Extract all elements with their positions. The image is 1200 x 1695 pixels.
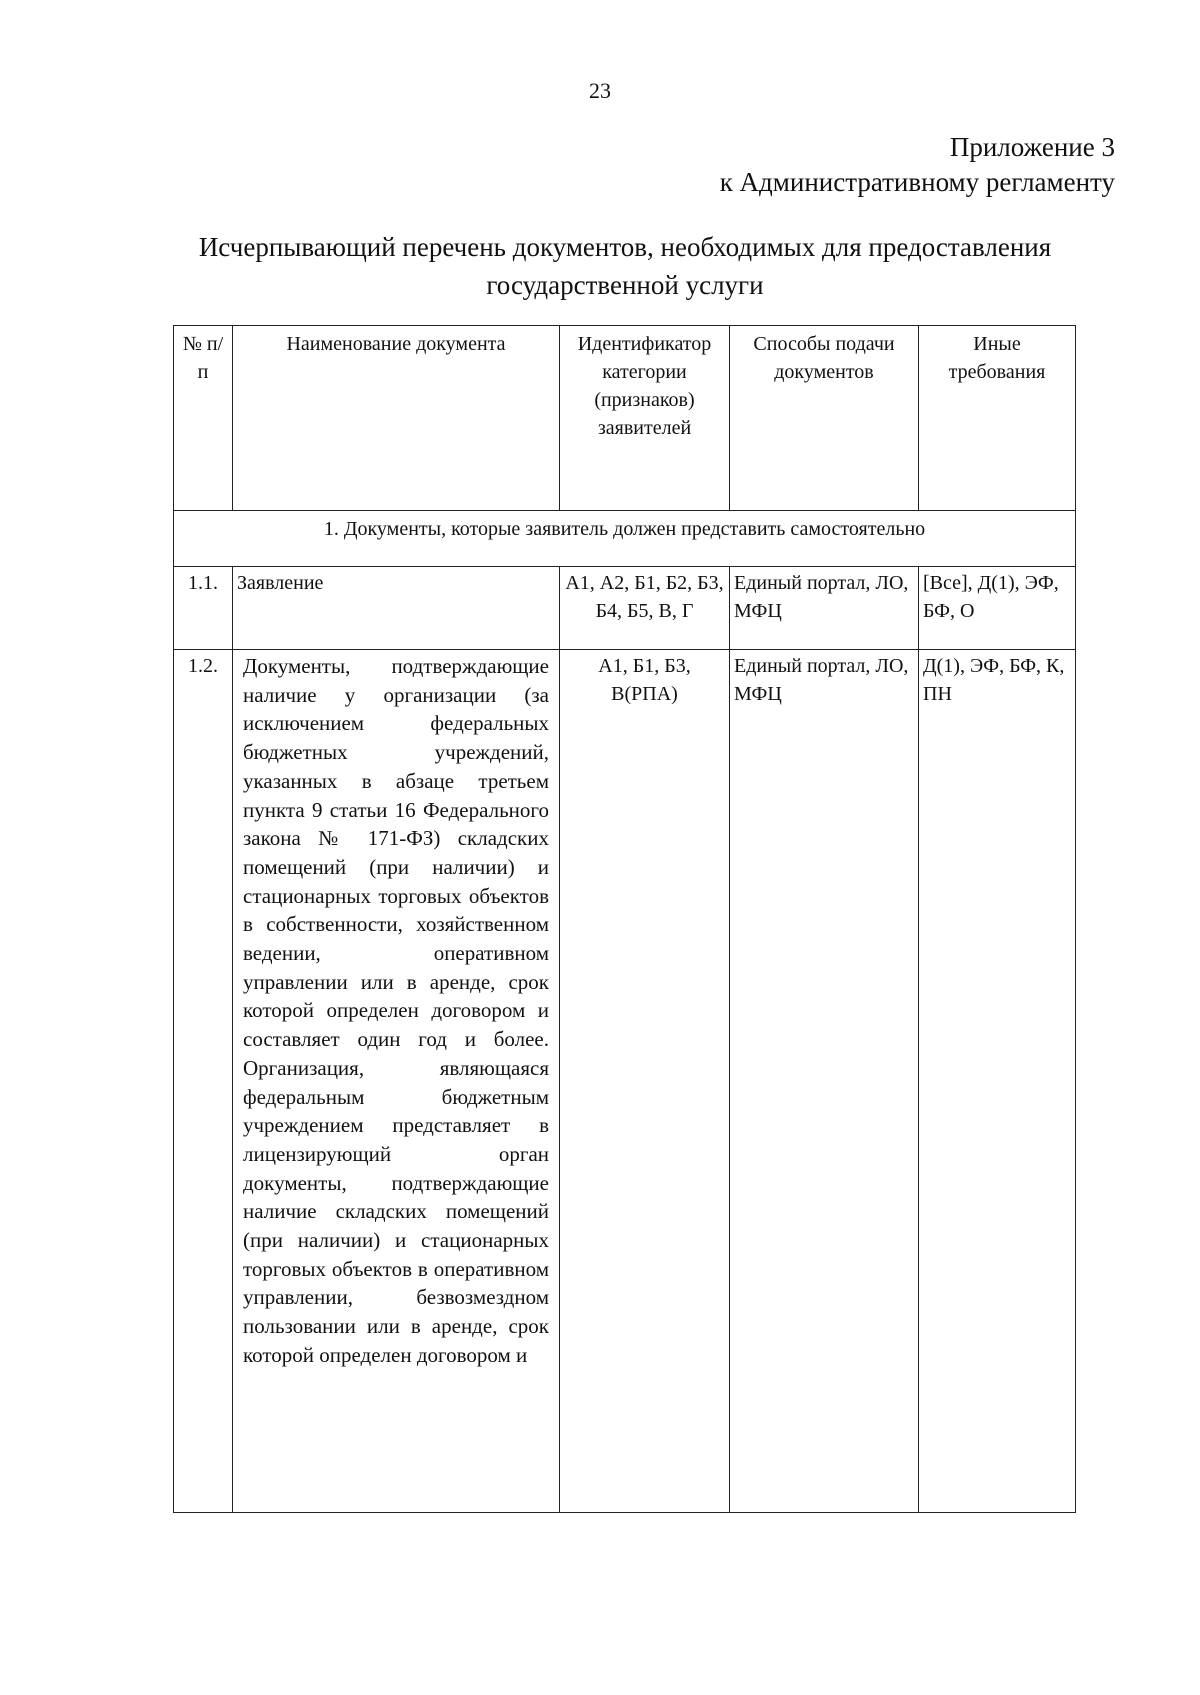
table-row — [174, 650, 1076, 1513]
header-submission-methods: Способы подачи документов — [730, 326, 919, 511]
table-header-row — [174, 326, 1076, 511]
document-title-line-1: Исчерпывающий перечень документов, необходимых для предоставления — [198, 232, 1052, 262]
other-requirements: [Все], Д(1), ЭФ, БФ, О — [919, 567, 1076, 650]
header-document-name: Наименование документа — [233, 326, 560, 511]
submission-methods: Единый портал, ЛО, МФЦ — [730, 567, 919, 650]
document-title — [150, 228, 1100, 304]
section-title: 1. Документы, которые заявитель должен представить самостоятельно — [174, 511, 1076, 567]
submission-methods: Единый портал, ЛО, МФЦ — [730, 650, 919, 1513]
appendix-line-2: к Административному регламенту — [719, 167, 1115, 197]
table-row — [174, 567, 1076, 650]
section-row — [174, 511, 1076, 567]
documents-table — [173, 325, 1076, 1513]
applicant-identifier: А1, А2, Б1, Б2, Б3, Б4, Б5, В, Г — [560, 567, 730, 650]
header-num: № п/п — [174, 326, 233, 511]
row-number: 1.1. — [174, 567, 233, 650]
row-number: 1.2. — [174, 650, 233, 1513]
document-name: Заявление — [233, 567, 560, 650]
document-name: Документы, подтверждающие наличие у организации (за исключением федеральных бюджетных учреждений, указанных в абзаце третьем пункта 9 статьи 16 Федерального закона № 171-ФЗ) складских помещений (при наличии) и стационарных торговых объектов в собственности, хозяйственном ведении, оперативном управлении или в аренде, срок которой определен договором и составляет один год и более. Организация, являющаяся федеральным бюджетным учреждением представляет в лицензирующий орган документы, подтверждающие наличие складских помещений (при наличии) и стационарных торговых объектов в оперативном управлении, безвозмездном пользовании или в аренде, срок которой определен договором и — [233, 650, 560, 1513]
appendix-line-1: Приложение 3 — [949, 132, 1115, 162]
applicant-identifier: А1, Б1, Б3, В(РПА) — [560, 650, 730, 1513]
document-title-line-2: государственной услуги — [486, 270, 764, 300]
header-other-requirements: Иные требования — [919, 326, 1076, 511]
page-number: 23 — [589, 78, 611, 103]
other-requirements: Д(1), ЭФ, БФ, К, ПН — [919, 650, 1076, 1513]
header-applicant-identifier: Идентификатор категории (признаков) заявителей — [560, 326, 730, 511]
appendix-heading — [720, 130, 1115, 200]
